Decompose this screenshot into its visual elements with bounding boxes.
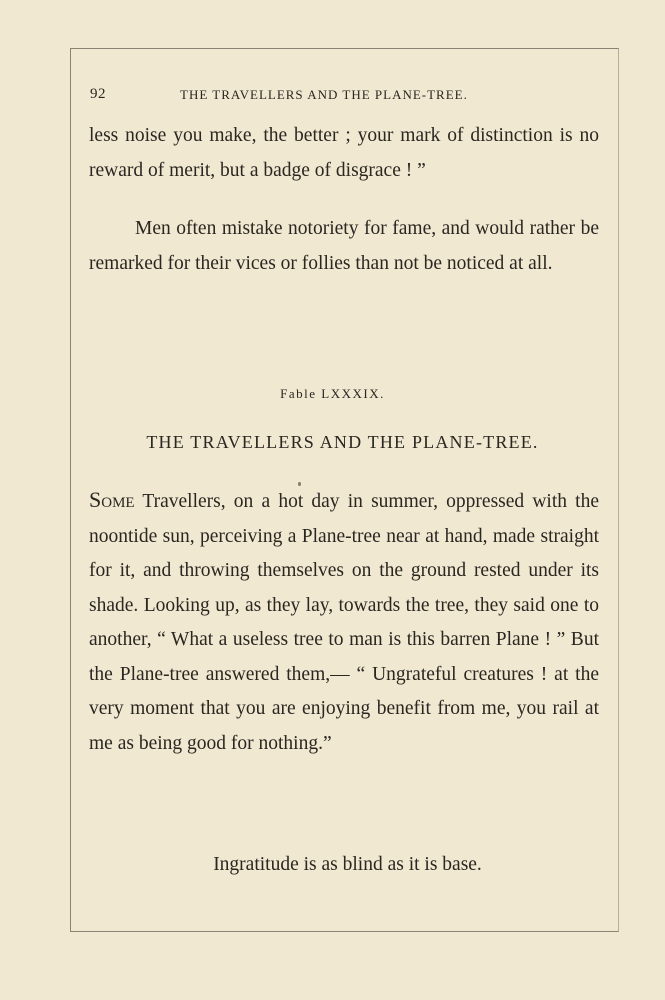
- fable-text: Travellers, on a hot day in summer, oppressed with the noontide sun, perceiving a Plane-tree near at hand, made straight for it, and throwing themselves on the ground rested under its shade. Looking up, as they lay, towards the tree, they said one to another, “ What a useless tree to man is this barren Plane ! ” But the Plane-tree answered them,— “ Ungrateful creatures ! at the very moment that you are enjoying benefit from me, you rail at me as being good for nothing.”: [89, 491, 599, 754]
- opening-word: Some: [89, 487, 135, 512]
- fable-number: Fable LXXXIX.: [280, 386, 385, 401]
- running-head: [90, 86, 600, 106]
- paragraph: Men often mistake notoriety for fame, and would rather be remarked for their vices or follies than not be noticed at all.: [89, 218, 599, 274]
- page-number: 92: [90, 86, 106, 102]
- fable-body: [89, 483, 599, 761]
- previous-fable-ending: [89, 119, 599, 188]
- fable-title: THE TRAVELLERS AND THE PLANE-TREE.: [146, 432, 539, 452]
- fable-moral: Ingratitude is as blind as it is base.: [213, 854, 482, 875]
- paragraph: [89, 483, 599, 761]
- previous-fable-moral: [89, 212, 599, 281]
- paragraph: less noise you make, the better ; your mark of distinction is no reward of merit, but a badge of disgrace ! ”: [89, 125, 599, 181]
- running-head-title: THE TRAVELLERS AND THE PLANE-TREE.: [180, 87, 468, 102]
